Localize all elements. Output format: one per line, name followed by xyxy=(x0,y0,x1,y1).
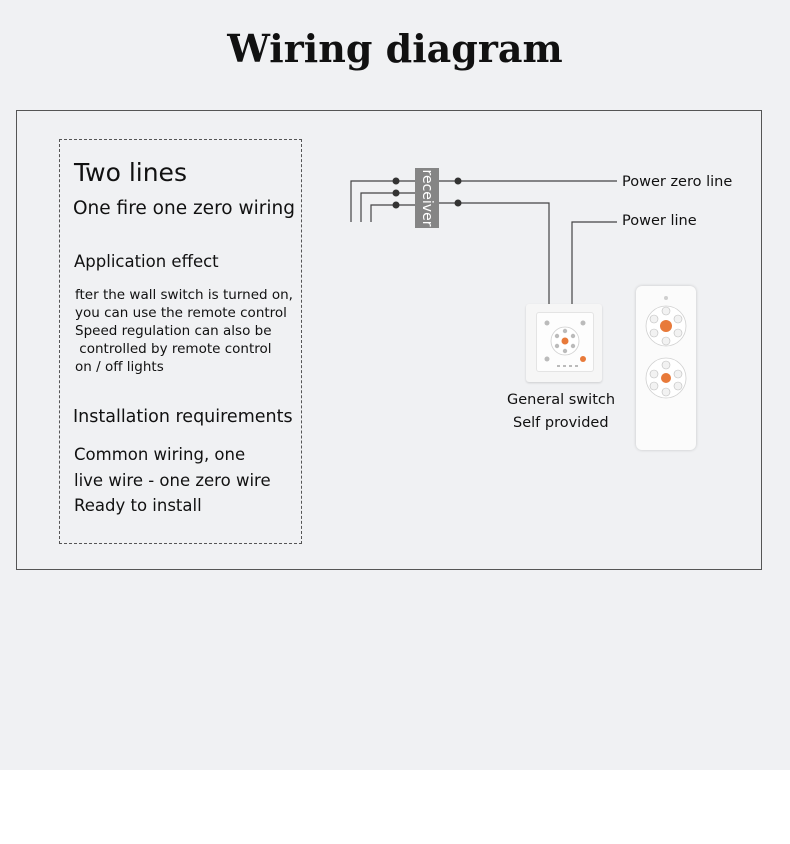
info-heading: Two lines xyxy=(74,158,187,187)
power-line-label: Power line xyxy=(622,213,697,229)
install-line: Ready to install xyxy=(74,496,202,515)
application-title: Application effect xyxy=(74,252,219,271)
receiver-label: receiver xyxy=(419,169,435,227)
input-wire-2 xyxy=(361,193,415,222)
remote-control-image xyxy=(636,286,696,450)
power-line-wire xyxy=(572,222,617,304)
application-line: fter the wall switch is turned on, xyxy=(75,287,293,303)
switch-caption-1: General switch xyxy=(507,392,616,408)
switch-caption-2: Self provided xyxy=(513,415,609,431)
wall-switch-image xyxy=(526,304,602,382)
page-title: Wiring diagram xyxy=(227,26,563,71)
application-line: on / off lights xyxy=(75,359,164,375)
power-zero-label: Power zero line xyxy=(622,174,733,190)
info-subheading: One fire one zero wiring xyxy=(73,198,295,219)
remote-buttons xyxy=(636,286,696,450)
terminal-dot xyxy=(393,202,400,209)
terminal-dot xyxy=(393,178,400,185)
input-wire-3 xyxy=(371,205,415,222)
install-title: Installation requirements xyxy=(73,407,293,427)
install-line: Common wiring, one xyxy=(74,445,246,464)
terminal-dot xyxy=(455,178,462,185)
application-line: you can use the remote control xyxy=(75,305,287,321)
terminal-dot xyxy=(455,200,462,207)
install-line: live wire - one zero wire xyxy=(74,470,271,490)
switch-keypad-icons xyxy=(537,313,593,371)
application-line: Speed regulation can also be xyxy=(75,323,272,339)
application-line: controlled by remote control xyxy=(75,341,272,357)
switch-out-wire xyxy=(439,203,549,304)
switch-keypad xyxy=(536,312,594,372)
terminal-dot xyxy=(393,190,400,197)
